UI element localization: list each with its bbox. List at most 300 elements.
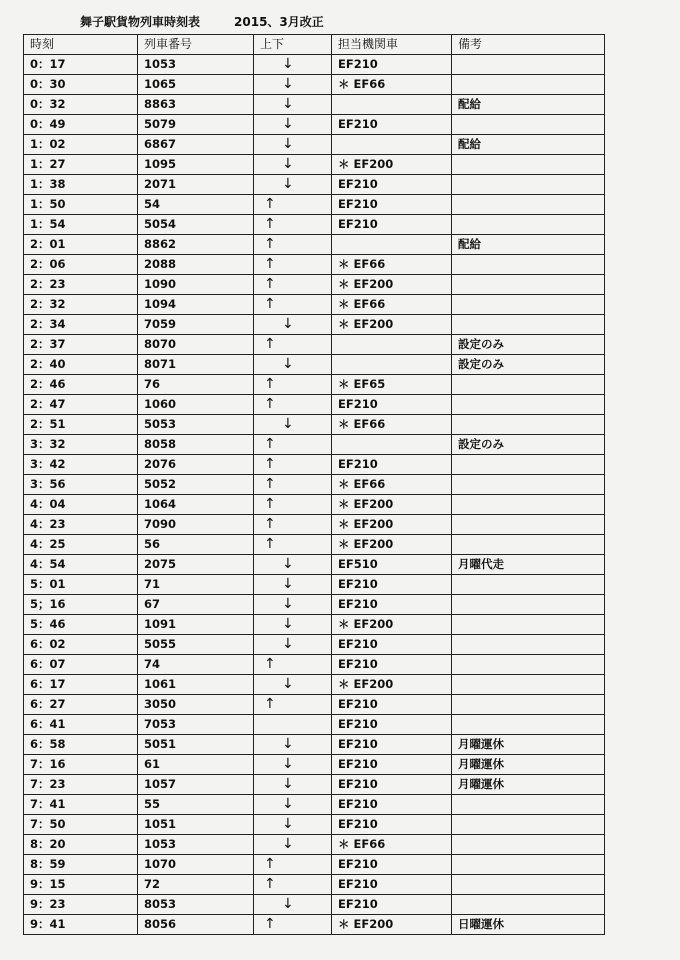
- time-cell: 8：59: [24, 855, 138, 875]
- arrow-down-icon: ↓: [282, 676, 294, 692]
- remarks-cell: [452, 815, 605, 835]
- remarks-cell: [452, 255, 605, 275]
- locomotive-cell: EF210: [332, 55, 452, 75]
- direction-cell: [254, 635, 332, 655]
- column-header-direction: 上下: [254, 35, 332, 55]
- time-cell: 7：23: [24, 775, 138, 795]
- remarks-cell: [452, 295, 605, 315]
- table-row: [24, 675, 605, 695]
- locomotive-cell: EF210: [332, 115, 452, 135]
- remarks-cell: 設定のみ: [452, 335, 605, 355]
- table-row: [24, 875, 605, 895]
- arrow-up-icon: ↑: [264, 516, 276, 532]
- locomotive-cell: EF210: [332, 815, 452, 835]
- locomotive-cell: ＊ EF200: [332, 515, 452, 535]
- direction-cell: [254, 655, 332, 675]
- table-row: [24, 615, 605, 635]
- time-cell: 2：37: [24, 335, 138, 355]
- arrow-up-icon: ↑: [264, 916, 276, 932]
- arrow-up-icon: ↑: [264, 336, 276, 352]
- direction-cell: [254, 395, 332, 415]
- direction-cell: [254, 675, 332, 695]
- arrow-down-icon: ↓: [282, 116, 294, 132]
- time-cell: 9：41: [24, 915, 138, 935]
- direction-cell: [254, 95, 332, 115]
- arrow-up-icon: ↑: [264, 436, 276, 452]
- remarks-cell: [452, 175, 605, 195]
- locomotive-cell: EF210: [332, 875, 452, 895]
- remarks-cell: 配給: [452, 235, 605, 255]
- train-number-cell: 8056: [138, 915, 254, 935]
- direction-cell: [254, 55, 332, 75]
- table-row: [24, 455, 605, 475]
- remarks-cell: [452, 655, 605, 675]
- arrow-down-icon: ↓: [282, 736, 294, 752]
- column-header-locomotive: 担当機関車: [332, 35, 452, 55]
- direction-cell: [254, 795, 332, 815]
- table-row: [24, 695, 605, 715]
- direction-cell: [254, 255, 332, 275]
- locomotive-cell: EF210: [332, 795, 452, 815]
- train-number-cell: 1064: [138, 495, 254, 515]
- table-row: [24, 135, 605, 155]
- arrow-down-icon: ↓: [282, 756, 294, 772]
- train-number-cell: 3050: [138, 695, 254, 715]
- direction-cell: [254, 595, 332, 615]
- direction-cell: [254, 695, 332, 715]
- arrow-down-icon: ↓: [282, 356, 294, 372]
- table-row: [24, 735, 605, 755]
- train-number-cell: 61: [138, 755, 254, 775]
- arrow-down-icon: ↓: [282, 316, 294, 332]
- table-row: [24, 475, 605, 495]
- table-row: [24, 75, 605, 95]
- direction-cell: [254, 355, 332, 375]
- arrow-up-icon: ↑: [264, 376, 276, 392]
- train-number-cell: 2088: [138, 255, 254, 275]
- direction-cell: [254, 835, 332, 855]
- remarks-cell: [452, 535, 605, 555]
- column-header-train-number: 列車番号: [138, 35, 254, 55]
- direction-cell: [254, 575, 332, 595]
- locomotive-cell: EF210: [332, 695, 452, 715]
- column-header-remarks: 備考: [452, 35, 605, 55]
- table-row: [24, 775, 605, 795]
- remarks-cell: [452, 875, 605, 895]
- remarks-cell: [452, 675, 605, 695]
- table-row: [24, 375, 605, 395]
- locomotive-cell: EF210: [332, 655, 452, 675]
- locomotive-cell: EF210: [332, 195, 452, 215]
- table-row: [24, 595, 605, 615]
- table-row: [24, 215, 605, 235]
- direction-cell: [254, 215, 332, 235]
- time-cell: 2：46: [24, 375, 138, 395]
- locomotive-cell: ＊ EF65: [332, 375, 452, 395]
- arrow-down-icon: ↓: [282, 816, 294, 832]
- locomotive-cell: ＊ EF66: [332, 255, 452, 275]
- train-number-cell: 8058: [138, 435, 254, 455]
- locomotive-cell: EF510: [332, 555, 452, 575]
- direction-cell: [254, 195, 332, 215]
- remarks-cell: 配給: [452, 135, 605, 155]
- time-cell: 4：54: [24, 555, 138, 575]
- train-number-cell: 7053: [138, 715, 254, 735]
- train-number-cell: 1053: [138, 55, 254, 75]
- remarks-cell: [452, 595, 605, 615]
- train-number-cell: 5053: [138, 415, 254, 435]
- direction-cell: [254, 535, 332, 555]
- arrow-down-icon: ↓: [282, 156, 294, 172]
- time-cell: 7：16: [24, 755, 138, 775]
- arrow-down-icon: ↓: [282, 596, 294, 612]
- train-number-cell: 7090: [138, 515, 254, 535]
- table-row: [24, 275, 605, 295]
- table-row: [24, 95, 605, 115]
- table-row: [24, 815, 605, 835]
- train-number-cell: 1090: [138, 275, 254, 295]
- arrow-up-icon: ↑: [264, 456, 276, 472]
- train-number-cell: 1091: [138, 615, 254, 635]
- time-cell: 4：23: [24, 515, 138, 535]
- table-row: [24, 535, 605, 555]
- remarks-cell: [452, 795, 605, 815]
- table-row: [24, 895, 605, 915]
- locomotive-cell: [332, 335, 452, 355]
- remarks-cell: [452, 155, 605, 175]
- locomotive-cell: ＊ EF200: [332, 615, 452, 635]
- train-number-cell: 1060: [138, 395, 254, 415]
- table-row: [24, 315, 605, 335]
- time-cell: 6：02: [24, 635, 138, 655]
- locomotive-cell: ＊ EF66: [332, 835, 452, 855]
- time-cell: 5：46: [24, 615, 138, 635]
- train-number-cell: 8070: [138, 335, 254, 355]
- arrow-up-icon: ↑: [264, 276, 276, 292]
- remarks-cell: [452, 195, 605, 215]
- train-number-cell: 5054: [138, 215, 254, 235]
- train-number-cell: 76: [138, 375, 254, 395]
- direction-cell: [254, 455, 332, 475]
- time-cell: 7：50: [24, 815, 138, 835]
- time-cell: 0：17: [24, 55, 138, 75]
- train-number-cell: 1051: [138, 815, 254, 835]
- time-cell: 0：49: [24, 115, 138, 135]
- time-cell: 6：07: [24, 655, 138, 675]
- train-number-cell: 54: [138, 195, 254, 215]
- time-cell: 4：04: [24, 495, 138, 515]
- table-row: [24, 495, 605, 515]
- remarks-cell: 月曜運休: [452, 735, 605, 755]
- time-cell: 2：01: [24, 235, 138, 255]
- arrow-down-icon: ↓: [282, 576, 294, 592]
- remarks-cell: [452, 635, 605, 655]
- train-number-cell: 1070: [138, 855, 254, 875]
- document-header: [80, 13, 324, 30]
- remarks-cell: 月曜運休: [452, 755, 605, 775]
- direction-cell: [254, 855, 332, 875]
- table-row: [24, 175, 605, 195]
- train-number-cell: 72: [138, 875, 254, 895]
- table-row: [24, 915, 605, 935]
- remarks-cell: [452, 895, 605, 915]
- direction-cell: [254, 715, 332, 735]
- remarks-cell: [452, 315, 605, 335]
- locomotive-cell: ＊ EF200: [332, 155, 452, 175]
- remarks-cell: 設定のみ: [452, 435, 605, 455]
- remarks-cell: 日曜運休: [452, 915, 605, 935]
- arrow-down-icon: ↓: [282, 416, 294, 432]
- direction-cell: [254, 515, 332, 535]
- direction-cell: [254, 735, 332, 755]
- time-cell: 8：20: [24, 835, 138, 855]
- remarks-cell: [452, 415, 605, 435]
- table-row: [24, 55, 605, 75]
- table-row: [24, 635, 605, 655]
- document-title: 舞子駅貨物列車時刻表: [80, 15, 201, 29]
- locomotive-cell: EF210: [332, 775, 452, 795]
- table-row: [24, 575, 605, 595]
- direction-cell: [254, 775, 332, 795]
- remarks-cell: 月曜代走: [452, 555, 605, 575]
- arrow-down-icon: ↓: [282, 896, 294, 912]
- freight-timetable: [23, 34, 605, 935]
- locomotive-cell: EF210: [332, 395, 452, 415]
- arrow-down-icon: ↓: [282, 776, 294, 792]
- locomotive-cell: EF210: [332, 575, 452, 595]
- table-row: [24, 415, 605, 435]
- remarks-cell: [452, 475, 605, 495]
- locomotive-cell: ＊ EF200: [332, 675, 452, 695]
- direction-cell: [254, 415, 332, 435]
- time-cell: 1：02: [24, 135, 138, 155]
- locomotive-cell: ＊ EF66: [332, 415, 452, 435]
- train-number-cell: 2071: [138, 175, 254, 195]
- train-number-cell: 8071: [138, 355, 254, 375]
- arrow-up-icon: ↑: [264, 476, 276, 492]
- arrow-up-icon: ↑: [264, 196, 276, 212]
- remarks-cell: [452, 695, 605, 715]
- direction-cell: [254, 275, 332, 295]
- time-cell: 9：23: [24, 895, 138, 915]
- locomotive-cell: ＊ EF200: [332, 915, 452, 935]
- train-number-cell: 71: [138, 575, 254, 595]
- remarks-cell: 設定のみ: [452, 355, 605, 375]
- time-cell: 1：54: [24, 215, 138, 235]
- train-number-cell: 1053: [138, 835, 254, 855]
- locomotive-cell: [332, 435, 452, 455]
- direction-cell: [254, 175, 332, 195]
- remarks-cell: [452, 275, 605, 295]
- table-row: [24, 835, 605, 855]
- train-number-cell: 55: [138, 795, 254, 815]
- train-number-cell: 6867: [138, 135, 254, 155]
- time-cell: 2：06: [24, 255, 138, 275]
- direction-cell: [254, 295, 332, 315]
- train-number-cell: 8053: [138, 895, 254, 915]
- table-row: [24, 195, 605, 215]
- remarks-cell: [452, 375, 605, 395]
- arrow-down-icon: ↓: [282, 76, 294, 92]
- time-cell: 2：51: [24, 415, 138, 435]
- arrow-down-icon: ↓: [282, 56, 294, 72]
- remarks-cell: [452, 615, 605, 635]
- time-cell: 6：27: [24, 695, 138, 715]
- locomotive-cell: ＊ EF200: [332, 275, 452, 295]
- train-number-cell: 7059: [138, 315, 254, 335]
- table-row: [24, 435, 605, 455]
- locomotive-cell: EF210: [332, 855, 452, 875]
- direction-cell: [254, 335, 332, 355]
- remarks-cell: [452, 215, 605, 235]
- arrow-down-icon: ↓: [282, 796, 294, 812]
- arrow-up-icon: ↑: [264, 656, 276, 672]
- remarks-cell: [452, 55, 605, 75]
- arrow-down-icon: ↓: [282, 556, 294, 572]
- direction-cell: [254, 475, 332, 495]
- time-cell: 6：17: [24, 675, 138, 695]
- arrow-up-icon: ↑: [264, 216, 276, 232]
- direction-cell: [254, 615, 332, 635]
- time-cell: 2：34: [24, 315, 138, 335]
- arrow-up-icon: ↑: [264, 876, 276, 892]
- direction-cell: [254, 755, 332, 775]
- direction-cell: [254, 235, 332, 255]
- table-row: [24, 115, 605, 135]
- time-cell: 0：30: [24, 75, 138, 95]
- locomotive-cell: EF210: [332, 175, 452, 195]
- arrow-up-icon: ↑: [264, 396, 276, 412]
- time-cell: 2：23: [24, 275, 138, 295]
- table-row: [24, 395, 605, 415]
- time-cell: 3：56: [24, 475, 138, 495]
- remarks-cell: [452, 715, 605, 735]
- train-number-cell: 8863: [138, 95, 254, 115]
- direction-cell: [254, 375, 332, 395]
- time-cell: 7：41: [24, 795, 138, 815]
- remarks-cell: [452, 835, 605, 855]
- locomotive-cell: [332, 135, 452, 155]
- time-cell: 4：25: [24, 535, 138, 555]
- remarks-cell: [452, 575, 605, 595]
- arrow-up-icon: ↑: [264, 856, 276, 872]
- table-row: [24, 555, 605, 575]
- train-number-cell: 5079: [138, 115, 254, 135]
- remarks-cell: 月曜運休: [452, 775, 605, 795]
- time-cell: 2：32: [24, 295, 138, 315]
- train-number-cell: 1094: [138, 295, 254, 315]
- locomotive-cell: ＊ EF66: [332, 475, 452, 495]
- train-number-cell: 5051: [138, 735, 254, 755]
- train-number-cell: 1065: [138, 75, 254, 95]
- time-cell: 9：15: [24, 875, 138, 895]
- direction-cell: [254, 155, 332, 175]
- time-cell: 1：50: [24, 195, 138, 215]
- time-cell: 3：32: [24, 435, 138, 455]
- direction-cell: [254, 135, 332, 155]
- timetable-body: [24, 55, 605, 935]
- arrow-down-icon: ↓: [282, 136, 294, 152]
- table-row: [24, 235, 605, 255]
- time-cell: 5；16: [24, 595, 138, 615]
- time-cell: 6：41: [24, 715, 138, 735]
- train-number-cell: 5055: [138, 635, 254, 655]
- direction-cell: [254, 875, 332, 895]
- table-row: [24, 715, 605, 735]
- table-row: [24, 755, 605, 775]
- locomotive-cell: ＊ EF200: [332, 535, 452, 555]
- train-number-cell: 8862: [138, 235, 254, 255]
- locomotive-cell: [332, 95, 452, 115]
- direction-cell: [254, 555, 332, 575]
- arrow-up-icon: ↑: [264, 236, 276, 252]
- time-cell: 0：32: [24, 95, 138, 115]
- locomotive-cell: EF210: [332, 715, 452, 735]
- time-cell: 1：27: [24, 155, 138, 175]
- time-cell: 2：40: [24, 355, 138, 375]
- direction-cell: [254, 435, 332, 455]
- locomotive-cell: EF210: [332, 635, 452, 655]
- train-number-cell: 67: [138, 595, 254, 615]
- direction-cell: [254, 315, 332, 335]
- arrow-up-icon: ↑: [264, 256, 276, 272]
- locomotive-cell: ＊ EF66: [332, 295, 452, 315]
- train-number-cell: 74: [138, 655, 254, 675]
- train-number-cell: 2076: [138, 455, 254, 475]
- train-number-cell: 2075: [138, 555, 254, 575]
- remarks-cell: [452, 75, 605, 95]
- arrow-down-icon: ↓: [282, 96, 294, 112]
- table-row: [24, 355, 605, 375]
- arrow-up-icon: ↑: [264, 696, 276, 712]
- locomotive-cell: EF210: [332, 755, 452, 775]
- direction-cell: [254, 115, 332, 135]
- table-row: [24, 255, 605, 275]
- header-row: [24, 35, 605, 55]
- locomotive-cell: ＊ EF200: [332, 315, 452, 335]
- remarks-cell: [452, 515, 605, 535]
- table-row: [24, 295, 605, 315]
- train-number-cell: 56: [138, 535, 254, 555]
- remarks-cell: [452, 395, 605, 415]
- time-cell: 5：01: [24, 575, 138, 595]
- time-cell: 3：42: [24, 455, 138, 475]
- arrow-down-icon: ↓: [282, 616, 294, 632]
- arrow-up-icon: ↑: [264, 536, 276, 552]
- locomotive-cell: EF210: [332, 895, 452, 915]
- train-number-cell: 1095: [138, 155, 254, 175]
- locomotive-cell: EF210: [332, 735, 452, 755]
- arrow-up-icon: ↑: [264, 296, 276, 312]
- arrow-down-icon: ↓: [282, 836, 294, 852]
- time-cell: 1：38: [24, 175, 138, 195]
- locomotive-cell: EF210: [332, 455, 452, 475]
- table-row: [24, 855, 605, 875]
- remarks-cell: [452, 855, 605, 875]
- locomotive-cell: [332, 355, 452, 375]
- locomotive-cell: EF210: [332, 595, 452, 615]
- remarks-cell: [452, 455, 605, 475]
- direction-cell: [254, 815, 332, 835]
- table-row: [24, 515, 605, 535]
- train-number-cell: 1061: [138, 675, 254, 695]
- column-header-time: 時刻: [24, 35, 138, 55]
- remarks-cell: [452, 115, 605, 135]
- remarks-cell: [452, 495, 605, 515]
- time-cell: 2：47: [24, 395, 138, 415]
- remarks-cell: 配給: [452, 95, 605, 115]
- locomotive-cell: [332, 235, 452, 255]
